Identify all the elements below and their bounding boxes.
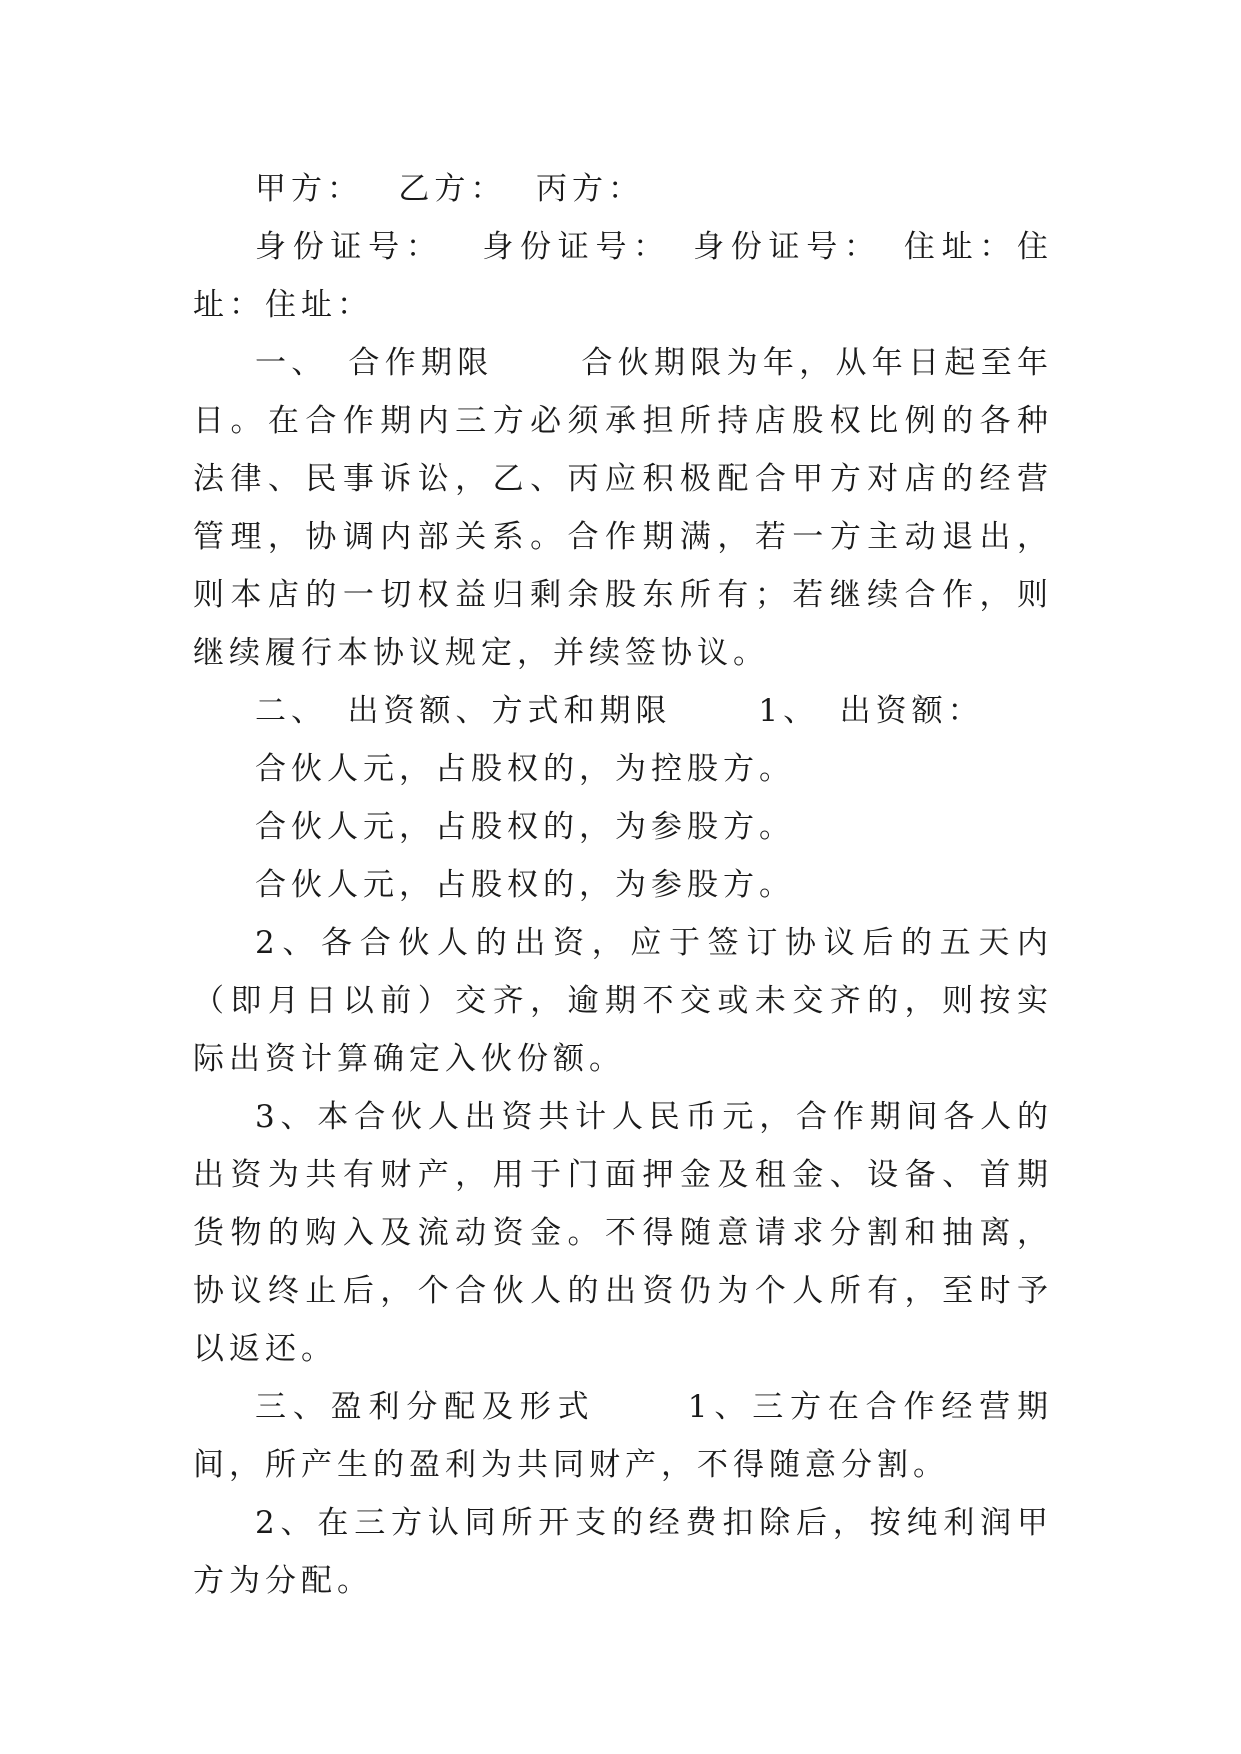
document-body	[193, 160, 1053, 1610]
partner-contribution-1: 合伙人元，占股权的，为控股方。	[255, 751, 795, 787]
id-address-line: 身份证号： 身份证号： 身份证号： 住址：住址：住址：	[193, 229, 1053, 323]
parties-line: 甲方： 乙方： 丙方：	[255, 171, 645, 207]
section-3-heading: 三、盈利分配及形式 1、三方在合作经营期间，所产生的盈利为共同财产，不得随意分割。	[193, 1389, 1053, 1483]
section-2-heading: 二、 出资额、方式和期限 1、 出资额：	[255, 693, 984, 729]
partner-contribution-3: 合伙人元，占股权的，为参股方。	[255, 867, 795, 903]
section-1-term: 一、 合作期限 合伙期限为年，从年日起至年日。在合作期内三方必须承担所持店股权比例的各种法律、民事诉讼，乙、丙应积极配合甲方对店的经营管理，协调内部关系。合作期满，若一方主动退出，则本店的一切权益归剩余股东所有；若继续合作，则继续履行本协议规定，并续签协议。	[193, 345, 1053, 671]
partner-contribution-2: 合伙人元，占股权的，为参股方。	[255, 809, 795, 845]
section-2-item-3: 3、本合伙人出资共计人民币元，合作期间各人的出资为共有财产，用于门面押金及租金、设备、首期货物的购入及流动资金。不得随意请求分割和抽离，协议终止后，个合伙人的出资仍为个人所有，至时予以返还。	[193, 1099, 1053, 1367]
section-2-item-2: 2、各合伙人的出资，应于签订协议后的五天内（即月日以前）交齐，逾期不交或未交齐的，则按实际出资计算确定入伙份额。	[193, 925, 1053, 1077]
section-3-item-2: 2、在三方认同所开支的经费扣除后，按纯利润甲方为分配。	[193, 1505, 1053, 1599]
